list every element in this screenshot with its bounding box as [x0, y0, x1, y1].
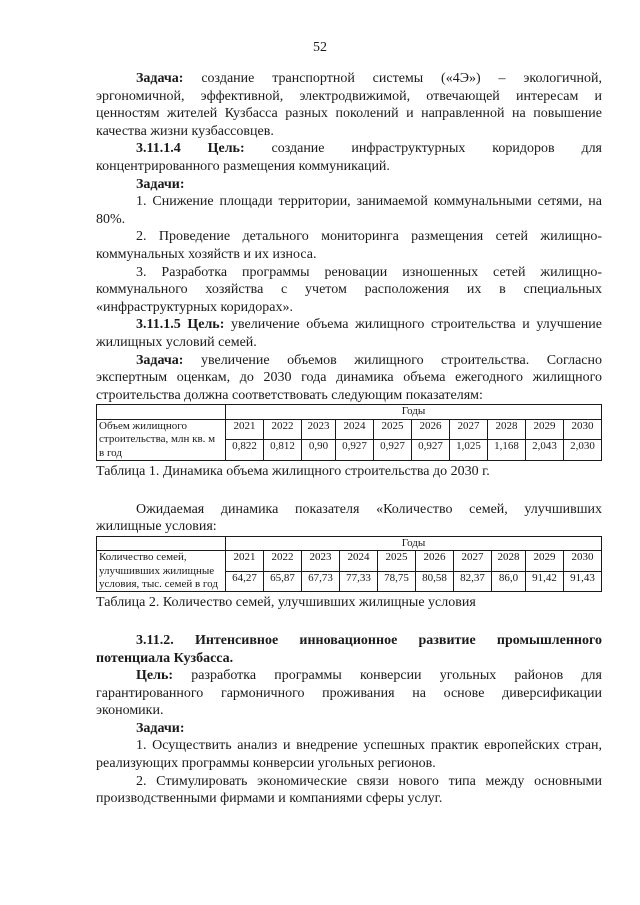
- page-number: 52: [313, 40, 327, 55]
- section-2-task-1: 1. Осуществить анализ и внедрение успешных практик европейских стран, реализующих программы конверсии угольных регионов.: [96, 738, 602, 772]
- table-data-row: [97, 551, 602, 572]
- year-cell: 2022: [264, 551, 302, 572]
- year-cell: 2021: [226, 419, 264, 440]
- page-content: [96, 70, 602, 808]
- value-cell: 2,030: [563, 440, 601, 461]
- value-cell: 82,37: [454, 571, 492, 592]
- spacer: [96, 481, 602, 501]
- year-cell: 2027: [449, 419, 487, 440]
- table-header-row: [97, 405, 602, 419]
- value-cell: 91,43: [563, 571, 601, 592]
- value-cell: 78,75: [378, 571, 416, 592]
- year-cell: 2025: [373, 419, 411, 440]
- goal-1-5-text: увеличение объема жилищного строительства и улучшение жилищных условий семей.: [96, 317, 602, 350]
- task-label: Задача:: [136, 71, 184, 86]
- goal-1-5-task-text: увеличение объемов жилищного строительства. Согласно экспертным оценкам, до 2030 года динамика объема ежегодного жилищного строительства должна соответствовать следующим показателям:: [96, 352, 602, 403]
- year-cell: 2024: [335, 419, 373, 440]
- section-2-heading: 3.11.2. Интенсивное инновационное развитие промышленного потенциала Кузбасса.: [96, 632, 602, 666]
- value-cell: 91,42: [525, 571, 563, 592]
- value-cell: 0,90: [302, 440, 336, 461]
- value-cell: 80,58: [416, 571, 454, 592]
- year-cell: 2029: [525, 419, 563, 440]
- value-cell: 1,025: [449, 440, 487, 461]
- years-header: Годы: [226, 536, 602, 550]
- goal-1-4-label: 3.11.1.4 Цель:: [136, 141, 245, 157]
- section-2-goal-label: Цель:: [136, 668, 174, 684]
- year-cell: 2028: [492, 551, 526, 572]
- table-data-row: [97, 419, 602, 440]
- value-cell: 0,927: [373, 440, 411, 461]
- year-cell: 2030: [563, 551, 601, 572]
- expected-dynamics-paragraph: Ожидаемая динамика показателя «Количество семей, улучшивших жилищные условия:: [96, 501, 602, 535]
- value-cell: 86,0: [492, 571, 526, 592]
- year-cell: 2023: [302, 551, 340, 572]
- section-2-tasks-label: Задачи:: [136, 720, 185, 736]
- section-2-task-2: 2. Стимулировать экономические связи нового типа между основными производственными фирмами и компаниями сферы услуг.: [96, 773, 602, 807]
- goal-1-5-task-paragraph: [96, 352, 602, 405]
- years-header: Годы: [226, 405, 602, 419]
- table-header-row: [97, 536, 602, 550]
- value-cell: 0,927: [335, 440, 373, 461]
- goal-1-5-label: 3.11.1.5 Цель:: [136, 317, 225, 333]
- task-text: создание транспортной системы («4Э») – экологичной, эргономичной, эффективной, электродвижимой, отвечающей интересам и ценностям жителей Кузбасса разных поколений и направленной на повышение качества жизни кузбассовцев.: [96, 71, 602, 139]
- goal-1-4-paragraph: [96, 140, 602, 175]
- table-corner-cell: [97, 405, 226, 419]
- year-cell: 2028: [487, 419, 525, 440]
- year-cell: 2026: [411, 419, 449, 440]
- goal-1-4-task-1: 1. Снижение площади территории, занимаемой коммунальными сетями, на 80%.: [96, 194, 602, 227]
- year-cell: 2030: [563, 419, 601, 440]
- table-corner-cell: [97, 536, 226, 550]
- value-cell: 67,73: [302, 571, 340, 592]
- goal-1-4-tasks-label: Задачи:: [136, 176, 185, 192]
- year-cell: 2022: [264, 419, 302, 440]
- goal-1-5-task-label: Задача:: [136, 352, 184, 368]
- year-cell: 2023: [302, 419, 336, 440]
- goal-1-5-paragraph: [96, 316, 602, 351]
- spacer: [96, 612, 602, 632]
- families-table: [96, 536, 602, 593]
- year-cell: 2029: [525, 551, 563, 572]
- section-2-goal-paragraph: [96, 667, 602, 720]
- goal-1-4-task-3: 3. Разработка программы реновации изношенных сетей жилищно-коммунального хозяйства с учетом расположения их в специальных «инфраструктурных коридорах».: [96, 264, 602, 315]
- goal-1-4-text: создание инфраструктурных коридоров для концентрированного размещения коммуникаций.: [96, 141, 602, 174]
- value-cell: 0,927: [411, 440, 449, 461]
- table-2-caption: Таблица 2. Количество семей, улучшивших жилищные условия: [96, 595, 476, 611]
- year-cell: 2024: [340, 551, 378, 572]
- value-cell: 77,33: [340, 571, 378, 592]
- row-label: Количество семей, улучшивших жилищные условия, тыс. семей в год: [97, 551, 226, 592]
- year-cell: 2027: [454, 551, 492, 572]
- value-cell: 64,27: [226, 571, 264, 592]
- housing-volume-table: [96, 404, 602, 461]
- value-cell: 0,812: [264, 440, 302, 461]
- year-cell: 2026: [416, 551, 454, 572]
- section-2-goal-text: разработка программы конверсии угольных районов для гарантированного гармоничного проживания на основе диверсификации экономики.: [96, 668, 602, 719]
- goal-1-4-task-2: 2. Проведение детального мониторинга размещения сетей жилищно-коммунальных хозяйств и их износа.: [96, 229, 602, 262]
- value-cell: 0,822: [226, 440, 264, 461]
- value-cell: 2,043: [525, 440, 563, 461]
- row-label: Объем жилищного строительства, млн кв. м в год: [97, 419, 226, 460]
- table-1-caption: Таблица 1. Динамика объема жилищного строительства до 2030 г.: [96, 463, 490, 479]
- year-cell: 2021: [226, 551, 264, 572]
- value-cell: 1,168: [487, 440, 525, 461]
- transport-task-paragraph: [96, 70, 602, 140]
- value-cell: 65,87: [264, 571, 302, 592]
- year-cell: 2025: [378, 551, 416, 572]
